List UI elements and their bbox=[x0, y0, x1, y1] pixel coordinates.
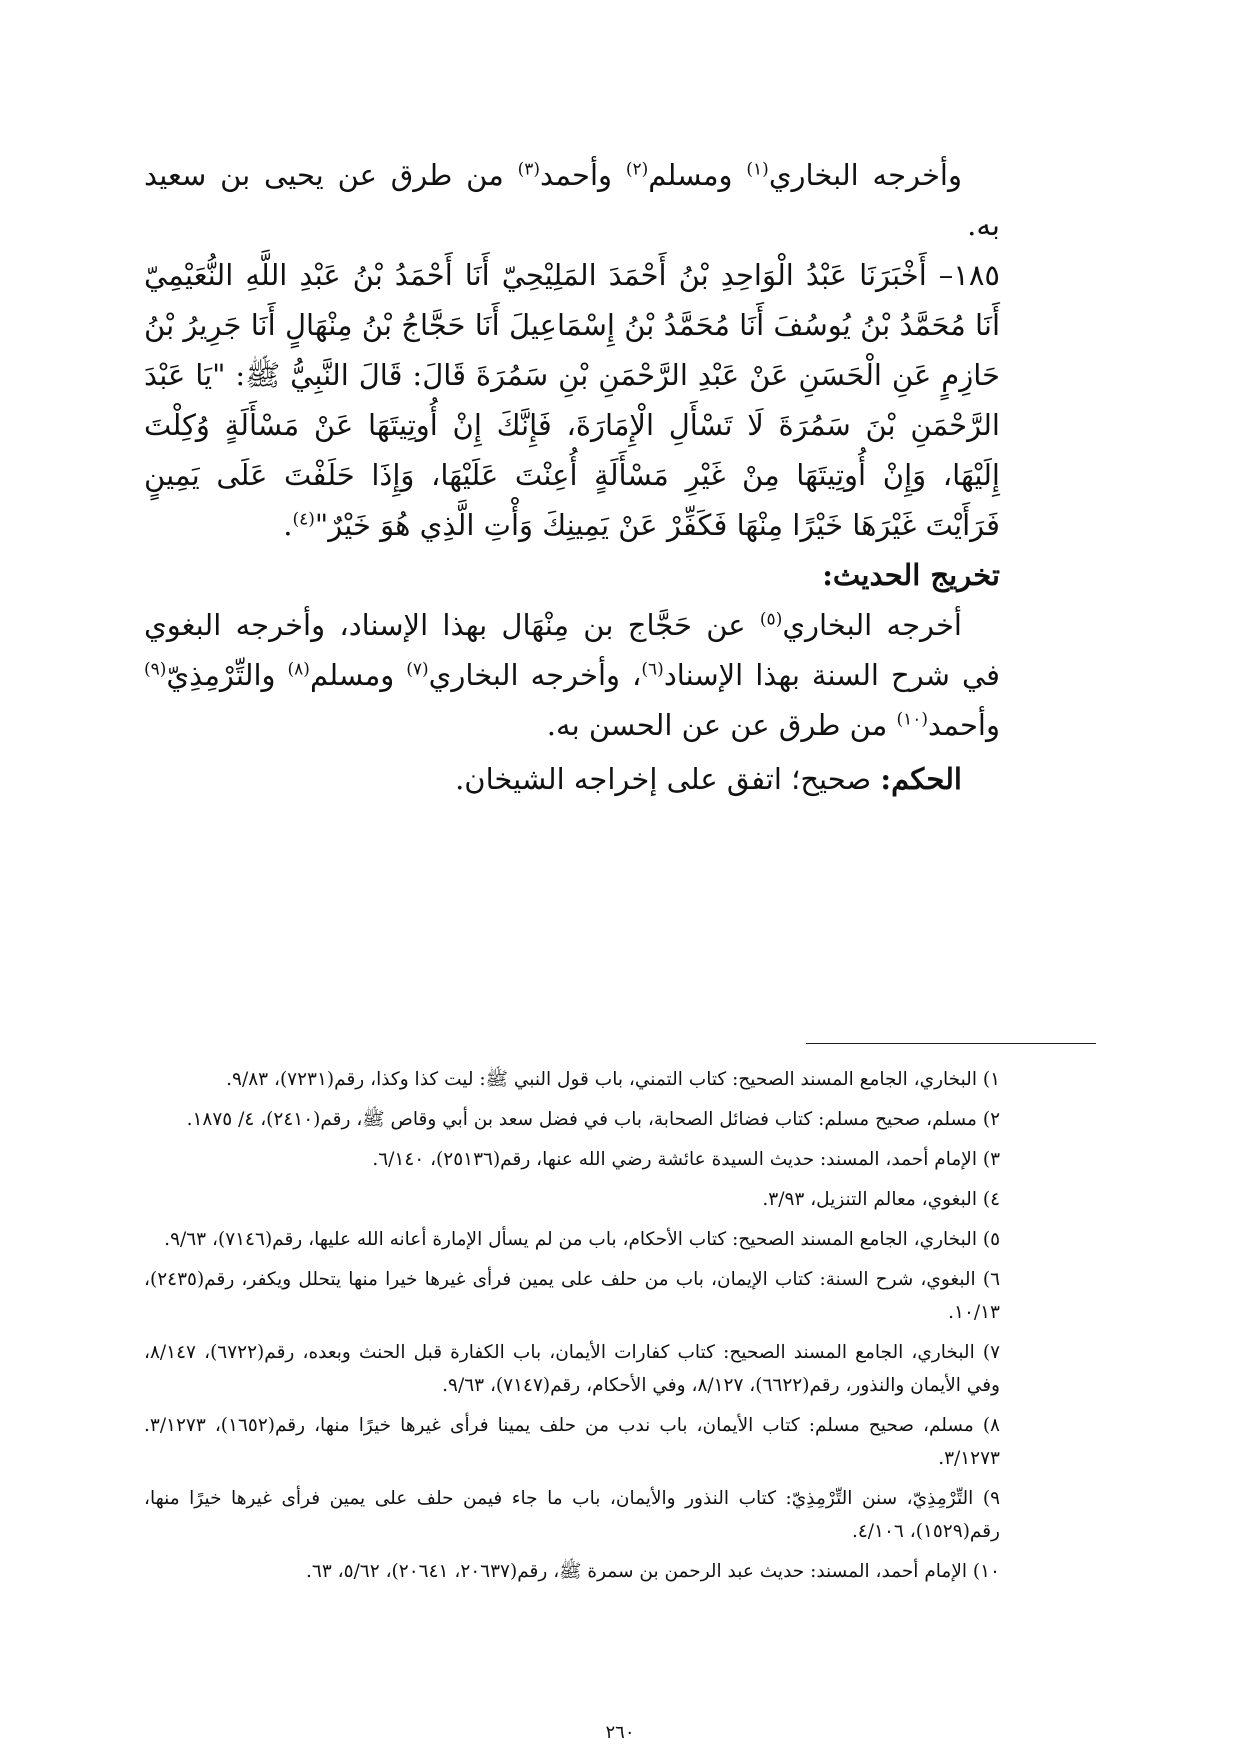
footnote-3: ٣) الإمام أحمد، المسند: حديث السيدة عائشة رضي الله عنها، رقم(٢٥١٣٦)، ٦/١٤٠. bbox=[372, 1149, 1000, 1170]
main-text bbox=[144, 150, 1000, 804]
footnote-ref-1[interactable]: (١) bbox=[746, 159, 769, 180]
footnote-4: ٤) البغوي، معالم التنزيل، ٣/٩٣. bbox=[762, 1189, 1000, 1210]
page-number: ٢٦٠ bbox=[605, 1722, 635, 1743]
paragraph-takhrij: أخرجه البخاري$^{(٥)}$ عن حَجَّاج بن مِنْهَال بهذا الإسناد، وأخرجه البغوي في شرح السنة بهذا الإسناد$^{(٦)}$، وأخرجه البخاري$^{(٧)}$ ومسلم$^{(٨)}$ والتِّرْمِذِيّ$^{(٩)}$ وأحمد$^{(١٠)}$ من طرق عن عن الحسن به. bbox=[144, 608, 1001, 742]
footnote-ref-10[interactable]: (١٠) bbox=[896, 709, 929, 730]
footnote-2: ٢) مسلم، صحيح مسلم: كتاب فضائل الصحابة، باب في فضل سعد بن أبي وقاص ﷺ، رقم(٢٤١٠)، ٤/ ١٨٧٥. bbox=[186, 1109, 1000, 1130]
footnote-ref-6[interactable]: (٦) bbox=[641, 659, 664, 680]
footnote-7: ٧) البخاري، الجامع المسند الصحيح: كتاب كفارات الأيمان، باب الكفارة قبل الحنث وبعده، رقم(٦٧٢٢)، ٨/١٤٧، وفي الأيمان والنذور، رقم(٦٦٢٢)، ٨/١٢٧، وفي الأحكام، رقم(٧١٤٧)، ٩/٦٣. bbox=[144, 1342, 1000, 1396]
footnote-6: ٦) البغوي، شرح السنة: كتاب الإيمان، باب من حلف على يمين فرأى غيرها خيرا منها يتحلل ويكفر، رقم(٢٤٣٥)، ١٠/١٣. bbox=[144, 1269, 1000, 1323]
verdict-text: صحيح؛ اتفق على إخراجه الشيخان. bbox=[455, 762, 881, 796]
footnote-8: ٨) مسلم، صحيح مسلم: كتاب الأيمان، باب ندب من حلف يمينا فرأى غيرها خيرًا منها، رقم(١٦٥٢)، ٣/١٢٧٣. ٣/١٢٧٣. bbox=[144, 1415, 1000, 1469]
footnote-ref-9[interactable]: (٩) bbox=[144, 659, 167, 680]
footnote-10: ١٠) الإمام أحمد، المسند: حديث عبد الرحمن بن سمرة ﷺ، رقم(٢٠٦٣٧، ٢٠٦٤١)، ٥/٦٢، ٦٣. bbox=[306, 1561, 1000, 1582]
footnote-5: ٥) البخاري، الجامع المسند الصحيح: كتاب الأحكام، باب من لم يسأل الإمارة أعانه الله عليها، رقم(٧١٤٦)، ٩/٦٣. bbox=[164, 1229, 1000, 1250]
footnote-9: ٩) التِّرْمِذِيّ، سنن التِّرْمِذِيّ: كتاب النذور والأيمان، باب ما جاء فيمن حلف على يمين فرأى غيرها خيرًا منها، رقم(١٥٢٩)، ٤/١٠٦. bbox=[144, 1488, 1000, 1542]
paragraph-takhrij-185: وأخرجه البخاري$^{(١)}$ ومسلم$^{(٢)}$ وأحمد$^{(٣)}$ من طرق عن يحيى بن سعيد به. bbox=[144, 158, 1000, 242]
footnote-ref-8[interactable]: (٨) bbox=[287, 659, 310, 680]
footnote-ref-2[interactable]: (٢) bbox=[625, 159, 649, 180]
footnotes bbox=[144, 1063, 1000, 1595]
footnote-ref-7[interactable]: (٧) bbox=[406, 659, 429, 680]
footnote-1: ١) البخاري، الجامع المسند الصحيح: كتاب التمني، باب قول النبي ﷺ: ليت كذا وكذا، رقم(٧٢٣١)، ٩/٨٣. bbox=[226, 1069, 1000, 1090]
hadith-185: ١٨٥– أَخْبَرَنَا عَبْدُ الْوَاحِدِ بْنُ أَحْمَدَ المَلِيْحِيّ أَنَا أَحْمَدُ بْنُ عَبْدِ اللَّهِ النُّعَيْمِيّ أَنَا مُحَمَّدُ بْنُ يُوسُفَ أَنَا مُحَمَّدُ بْنُ إِسْمَاعِيلَ أَنَا حَجَّاجُ بْنُ مِنْهَالٍ أَنَا جَرِيرُ بْنُ حَازِمٍ عَنِ الْحَسَنِ عَنْ عَبْدِ الرَّحْمَنِ بْنِ سَمُرَةَ قَالَ: قَالَ النَّبِيُّ ﷺ: "يَا عَبْدَ الرَّحْمَنِ بْنَ سَمُرَةَ لَا تَسْأَلِ الْإِمَارَةَ، فَإِنَّكَ إِنْ أُوتِيتَهَا عَنْ مَسْأَلَةٍ وُكِلْتَ إِلَيْهَا، وَإِنْ أُوتِيتَهَا مِنْ غَيْرِ مَسْأَلَةٍ أُعِنْتَ عَلَيْهَا، وَإِذَا حَلَفْتَ عَلَى يَمِينٍ فَرَأَيْتَ غَيْرَهَا خَيْرًا مِنْهَا فَكَفِّرْ عَنْ يَمِينِكَ وَأْتِ الَّذِي هُوَ خَيْرٌ"$^{(٤)}$. bbox=[144, 258, 1000, 542]
hadith-number: ١٨٥– bbox=[938, 258, 1000, 292]
verdict bbox=[144, 754, 1000, 804]
section-heading: تخريج الحديث: bbox=[822, 558, 1000, 592]
hadith-text: أَخْبَرَنَا عَبْدُ الْوَاحِدِ بْنُ أَحْمَدَ المَلِيْحِيّ أَنَا أَحْمَدُ بْنُ عَبْدِ اللَّهِ النُّعَيْمِيّ أَنَا مُحَمَّدُ بْنُ يُوسُفَ أَنَا مُحَمَّدُ بْنُ إِسْمَاعِيلَ أَنَا حَجَّاجُ بْنُ مِنْهَالٍ أَنَا جَرِيرُ بْنُ حَازِمٍ عَنِ الْحَسَنِ عَنْ عَبْدِ الرَّحْمَنِ بْنِ سَمُرَةَ قَالَ: قَالَ النَّبِيُّ ﷺ: "يَا عَبْدَ الرَّحْمَنِ بْنَ سَمُرَةَ لَا تَسْأَلِ الْإِمَارَةَ، فَإِنَّكَ إِنْ أُوتِيتَهَا عَنْ مَسْأَلَةٍ وُكِلْتَ إِلَيْهَا، وَإِنْ أُوتِيتَهَا مِنْ غَيْرِ مَسْأَلَةٍ أُعِنْتَ عَلَيْهَا، وَإِذَا حَلَفْتَ عَلَى يَمِينٍ فَرَأَيْتَ غَيْرَهَا خَيْرًا مِنْهَا فَكَفِّرْ عَنْ يَمِينِكَ وَأْتِ الَّذِي هُوَ خَيْرٌ" bbox=[144, 258, 1000, 542]
footnote-ref-4[interactable]: (٤) bbox=[292, 509, 315, 530]
footnote-separator bbox=[806, 1043, 1096, 1044]
footnote-ref-3[interactable]: (٣) bbox=[517, 159, 541, 180]
footnote-ref-5[interactable]: (٥) bbox=[759, 609, 783, 630]
verdict-label: الحكم: bbox=[880, 762, 962, 796]
